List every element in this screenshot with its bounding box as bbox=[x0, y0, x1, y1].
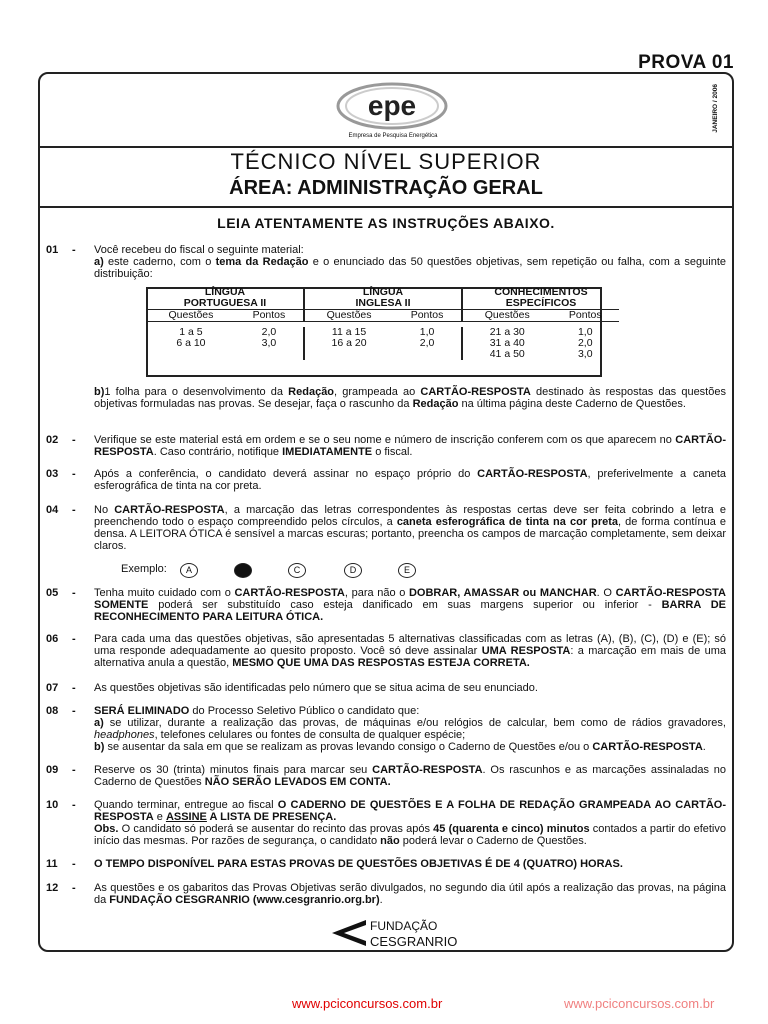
instruction-04: 04 - No CARTÃO-RESPOSTA, a marcação das letras correspondentes às respostas certas deve ser feita cobrindo a letra e preenchendo todo o espaço compreendido pelos círculos, a caneta esferográfica de tinta na cor preta, de forma contínua e densa. A LEITORA ÓTICA é sensível a marcas escuras; portanto, preencha os campos de marcação completamente, sem deixar claros. bbox=[46, 504, 727, 552]
cesgranrio-logo bbox=[330, 916, 458, 950]
instruction-02: 02 - Verifique se este material está em ordem e se o seu nome e número de inscrição conferem com os que aparecem no CARTÃO-RESPOSTA. Caso contrário, notifique IMEDIATAMENTE o fiscal. bbox=[46, 434, 726, 458]
instructions-heading: LEIA ATENTAMENTE AS INSTRUÇÕES ABAIXO. bbox=[217, 215, 555, 231]
instruction-05: 05 - Tenha muito cuidado com o CARTÃO-RESPOSTA, para não o DOBRAR, AMASSAR ou MANCHAR. O CARTÃO-RESPOSTA SOMENTE poderá ser substituído caso esteja danificado em suas margens superior ou inferior - BARRA DE RECONHECIMENTO PARA LEITURA ÓTICA. bbox=[46, 587, 726, 623]
area-title: ÁREA: ADMINISTRAÇÃO GERAL bbox=[229, 177, 543, 199]
footer-url-link-secondary[interactable]: www.pciconcursos.com.br bbox=[564, 996, 715, 1011]
fundacao-line1: FUNDAÇÃO bbox=[370, 919, 438, 933]
table-row: 1 a 5 2,0 11 a 15 1,0 21 a 30 1,0 bbox=[179, 326, 593, 338]
logo-subtitle: Empresa de Pesquisa Energética bbox=[348, 133, 438, 139]
bubble-b-filled bbox=[234, 563, 252, 578]
item-01-a: a) este caderno, com o tema da Redação e o enunciado das 50 questões objetivas, sem repetição ou falha, com a seguinte distribuição: bbox=[94, 256, 726, 280]
instruction-01: 01 - Você recebeu do fiscal o seguinte material: a) este caderno, com o tema da Redação e o enunciado das 50 questões objetivas, sem repetição ou falha, com a seguinte distribuição: bbox=[46, 244, 726, 280]
item-01-intro: Você recebeu do fiscal o seguinte material: bbox=[94, 244, 304, 256]
instruction-11: 11 - O TEMPO DISPONÍVEL PARA ESTAS PROVAS DE QUESTÕES OBJETIVAS É DE 4 (QUATRO) HORAS. bbox=[46, 858, 623, 870]
bubble-a: A bbox=[180, 563, 198, 578]
instruction-10: 10 - Quando terminar, entregue ao fiscal O CADERNO DE QUESTÕES E A FOLHA DE REDAÇÃO GRAMPEADA AO CARTÃO-RESPOSTA e ASSINE A LISTA DE PRESENÇA. Obs. O candidato só poderá se ausentar do recinto das provas após 45 (quarenta e cinco) minutos contados a partir do efetivo início das mesmas. Por razões de segurança, o candidato não poderá levar o Caderno de Questões. bbox=[46, 799, 726, 847]
instruction-07: 07 - As questões objetivas são identificadas pelo número que se situa acima de seu enunciado. bbox=[46, 682, 538, 694]
footer-url-link[interactable]: www.pciconcursos.com.br bbox=[292, 996, 443, 1011]
vertical-date: JANEIRO / 2006 bbox=[712, 84, 719, 133]
prova-label: PROVA 01 bbox=[638, 52, 734, 73]
bubble-d: D bbox=[344, 563, 362, 578]
fundacao-line2: CESGRANRIO bbox=[370, 934, 458, 949]
example-label: Exemplo: bbox=[121, 563, 167, 575]
item-number: 01 bbox=[46, 244, 59, 256]
header-divider bbox=[38, 146, 734, 148]
table-row: 6 a 10 3,0 16 a 20 2,0 31 a 40 2,0 bbox=[176, 337, 593, 349]
instruction-03: 03 - Após a conferência, o candidato deverá assinar no espaço próprio do CARTÃO-RESPOSTA, preferivelmente a caneta esferográfica de tinta na cor preta. bbox=[46, 468, 726, 492]
page-title: TÉCNICO NÍVEL SUPERIOR bbox=[230, 149, 542, 174]
instruction-12: 12 - As questões e os gabaritos das Provas Objetivas serão divulgados, no segundo dia útil após a realização das provas, na página da FUNDAÇÃO CESGRANRIO (www.cesgranrio.org.br). bbox=[46, 882, 726, 906]
instruction-01-b: b)1 folha para o desenvolvimento da Redação, grampeada ao CARTÃO-RESPOSTA destinado às respostas das questões objetivas formuladas nas provas. Se desejar, faça o rascunho da Redação na última página deste Caderno de Questões. bbox=[94, 386, 726, 410]
table-row: 41 a 50 3,0 bbox=[147, 349, 619, 360]
instruction-08: 08 - SERÁ ELIMINADO do Processo Seletivo Público o candidato que: a) se utilizar, durante a realização das provas, de máquinas e/ou relógios de calcular, bem como de rádios gravadores, headphones, telefones celulares ou fontes de consulta de qualquer espécie; b) se ausentar da sala em que se realizam as provas levando consigo o Caderno de Questões e/ou o CARTÃO-RESPOSTA. bbox=[46, 705, 726, 753]
bubble-c: C bbox=[288, 563, 306, 578]
title-divider bbox=[38, 206, 734, 208]
distribution-table: LÍNGUA PORTUGUESA II LÍNGUA INGLESA II CONHECIMENTOS ESPECÍFICOS Questões Pontos Questões Pontos Questões Pontos 1 a 5 2,0 11 a 15 1,0 21 a 30 1,0 6 a 10 3,0 16 a 20 2,0 31 a 40 2,0 41 a 50 3,0 bbox=[147, 287, 619, 360]
instruction-06: 06 - Para cada uma das questões objetivas, são apresentadas 5 alternativas classificadas com as letras (A), (B), (C), (D) e (E); só uma responde adequadamente ao quesito proposto. Você só deve assinalar UMA RESPOSTA: a marcação em mais de uma alternativa anula a questão, MESMO QUE UMA DAS RESPOSTAS ESTEJA CORRETA. bbox=[46, 633, 727, 669]
logo-text: epe bbox=[367, 90, 417, 121]
bubble-e: E bbox=[398, 563, 416, 578]
instruction-09: 09 - Reserve os 30 (trinta) minutos finais para marcar seu CARTÃO-RESPOSTA. Os rascunhos e as marcações assinaladas no Caderno de Questões NÃO SERÃO LEVADOS EM CONTA. bbox=[46, 764, 726, 788]
